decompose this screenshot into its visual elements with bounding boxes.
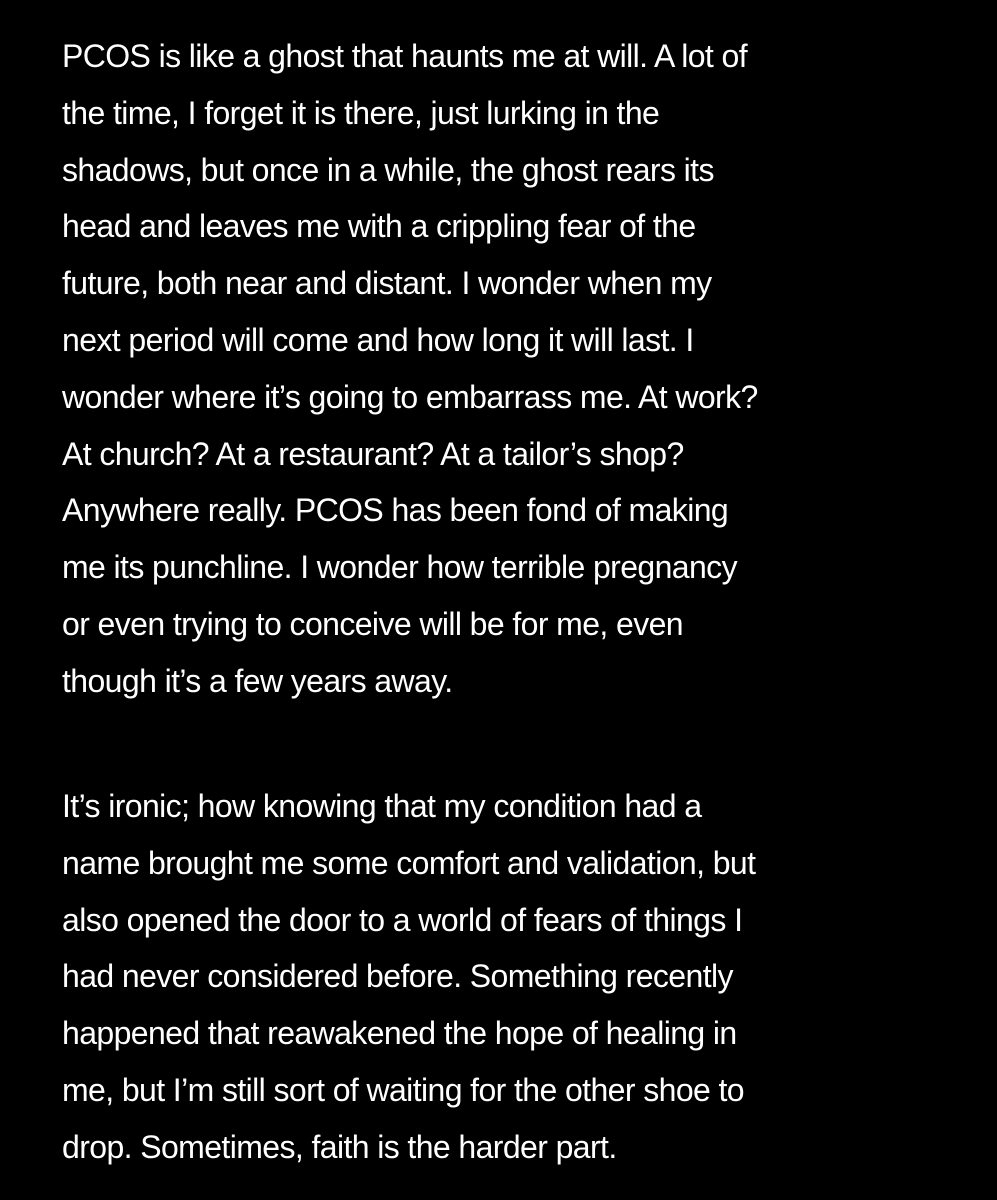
paragraph-line: wonder where it’s going to embarrass me. At work?: [62, 378, 758, 415]
paragraph-line: future, both near and distant. I wonder when my: [62, 265, 712, 302]
paragraph-line: me its punchline. I wonder how terrible pregnancy: [62, 549, 737, 586]
paragraph-line: though it’s a few years away.: [62, 662, 453, 699]
paragraph-2: [62, 778, 942, 1176]
paragraph-line: the time, I forget it is there, just lurking in the: [62, 94, 660, 131]
paragraph-line: drop. Sometimes, faith is the harder part.: [62, 1128, 617, 1165]
paragraph-line: Anywhere really. PCOS has been fond of making: [62, 492, 729, 529]
paragraph-line: At church? At a restaurant? At a tailor’s shop?: [62, 435, 684, 472]
paragraph-line: or even trying to conceive will be for me, even: [62, 605, 684, 642]
paragraph-1: [62, 28, 942, 710]
paragraph-line: head and leaves me with a crippling fear of the: [62, 208, 696, 245]
paragraph-line: shadows, but once in a while, the ghost rears its: [62, 151, 714, 188]
paragraph-line: name brought me some comfort and validation, but: [62, 844, 756, 881]
paragraph-line: me, but I’m still sort of waiting for the other shoe to: [62, 1071, 744, 1108]
paragraph-line: happened that reawakened the hope of healing in: [62, 1015, 737, 1052]
paragraph-line: also opened the door to a world of fears of things I: [62, 901, 743, 938]
paragraph-line: It’s ironic; how knowing that my condition had a: [62, 788, 702, 824]
paragraph-line: had never considered before. Something recently: [62, 958, 733, 995]
paragraph-line: PCOS is like a ghost that haunts me at will. A lot of: [62, 38, 747, 74]
paragraph-line: next period will come and how long it will last. I: [62, 321, 694, 358]
